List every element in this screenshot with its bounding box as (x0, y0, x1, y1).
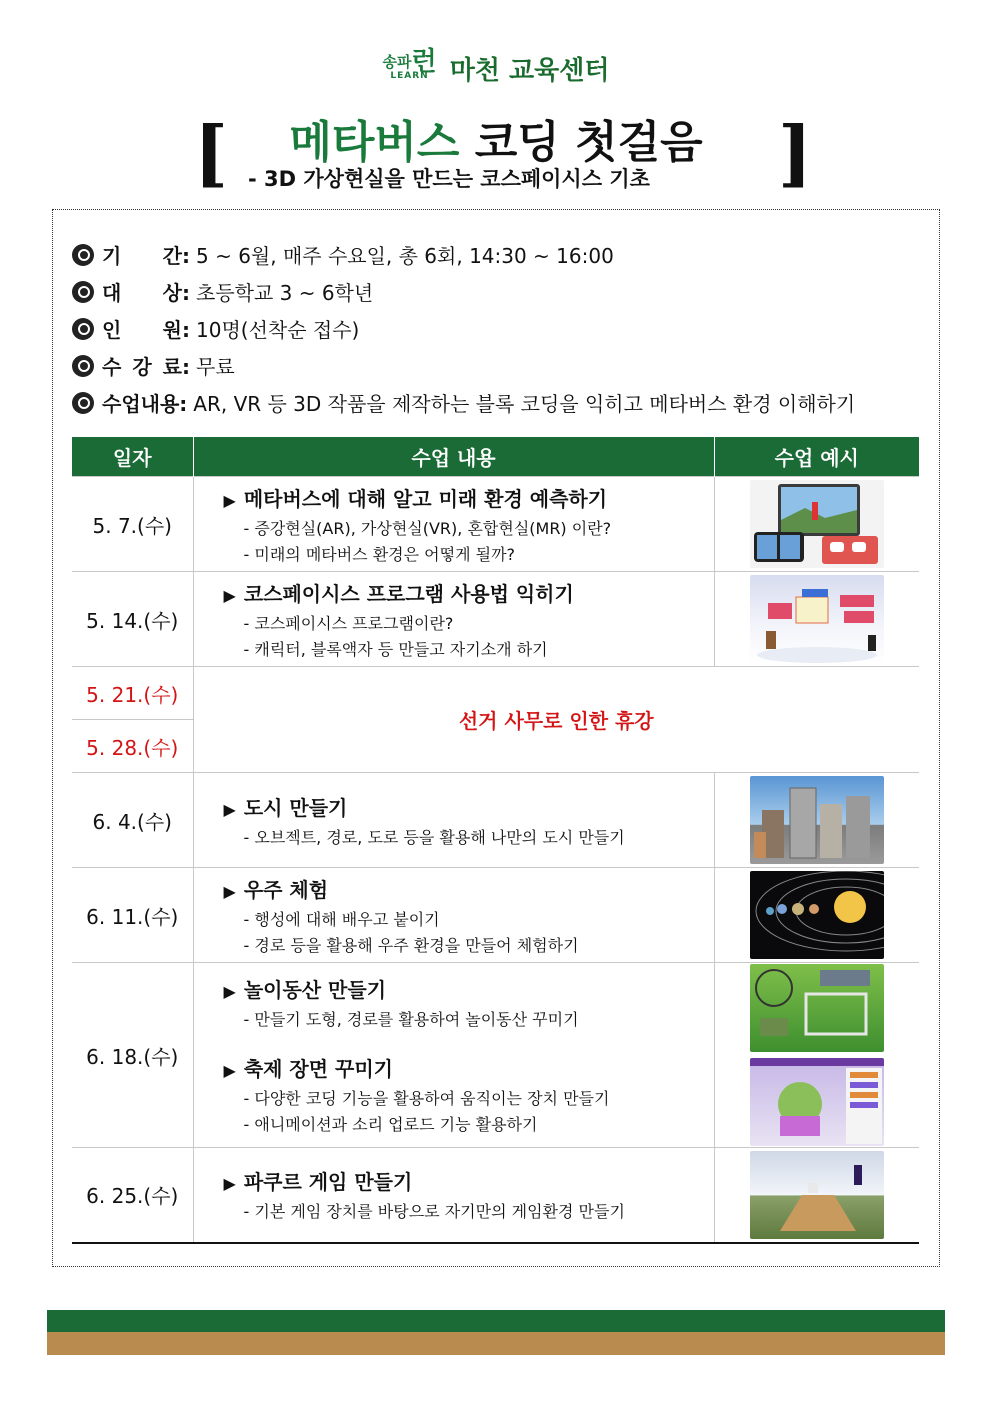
row-content (193, 1148, 714, 1243)
bullet-icon (72, 392, 94, 414)
row-content (193, 963, 714, 1148)
title-green: 메타버스 (289, 117, 460, 168)
row-content (193, 572, 714, 667)
table-row (72, 477, 919, 572)
header-example: 수업 예시 (714, 437, 919, 477)
row-example (714, 963, 919, 1148)
info-row-content (72, 384, 855, 421)
info-label: 수 강 료: (102, 355, 190, 379)
row-content (193, 773, 714, 868)
item-title: ▶ 우주 체험 (223, 877, 329, 902)
row-date: 5. 28.(수) (72, 720, 193, 773)
info-value: 5 ~ 6월, 매주 수요일, 총 6회, 14:30 ~ 16:00 (196, 244, 614, 268)
row-example (714, 868, 919, 963)
bracket-right: ] (778, 110, 813, 195)
info-label: 수업내용: (102, 392, 188, 416)
bullet-icon (72, 318, 94, 340)
footer-band-green (47, 1310, 945, 1332)
info-value: AR, VR 등 3D 작품을 제작하는 블록 코딩을 익히고 메타버스 환경 이해하기 (193, 392, 856, 416)
row-date: 6. 18.(수) (72, 963, 193, 1148)
header-content: 수업 내용 (193, 437, 714, 477)
logo (0, 46, 992, 87)
item-sub: - 만들기 도형, 경로를 활용하여 놀이동산 꾸미기 (243, 1010, 579, 1029)
arrow-icon: ▶ (223, 881, 236, 901)
arrow-icon: ▶ (223, 490, 236, 510)
arrow-icon: ▶ (223, 982, 236, 1001)
footer-band-brown (47, 1332, 945, 1355)
table-row (72, 667, 919, 720)
item-title: ▶ 도시 만들기 (223, 795, 348, 820)
parkour-game-image (750, 1151, 884, 1239)
table-row (72, 1148, 919, 1243)
table-row (72, 572, 919, 667)
cospaces-gallery-image (750, 575, 884, 663)
item-sub: - 캐릭터, 블록액자 등 만들고 자기소개 하기 (243, 639, 548, 659)
bullet-icon (72, 281, 94, 303)
page-subtitle: - 3D 가상현실을 만드는 코스페이시스 기초 (248, 167, 650, 191)
arrow-icon: ▶ (223, 1061, 236, 1080)
item-title: ▶ 코스페이시스 프로그램 사용법 익히기 (223, 581, 574, 606)
item-sub: - 다양한 코딩 기능을 활용하여 움직이는 장치 만들기 (243, 1089, 610, 1108)
item-sub: - 경로 등을 활용해 우주 환경을 만들어 체험하기 (243, 935, 579, 955)
logo-mark: 송파런 LEARN (382, 46, 437, 81)
row-date: 6. 4.(수) (72, 773, 193, 868)
item-sub: - 행성에 대해 배우고 붙이기 (243, 909, 440, 929)
item-title: ▶ 놀이동산 만들기 (223, 978, 387, 1002)
row-example (714, 1148, 919, 1243)
item-sub: - 코스페이시스 프로그램이란? (243, 613, 454, 633)
theme-park-image (750, 964, 884, 1052)
item-title: ▶ 파쿠르 게임 만들기 (223, 1170, 413, 1195)
solar-system-image (750, 871, 884, 959)
info-value: 10명(선착순 접수) (196, 318, 360, 342)
item-sub: - 미래의 메타버스 환경은 어떻게 될까? (243, 544, 516, 564)
bracket-left: [ (194, 110, 229, 195)
table-row (72, 868, 919, 963)
city-image (750, 776, 884, 864)
row-date: 5. 7.(수) (72, 477, 193, 572)
bullet-icon (72, 355, 94, 377)
schedule-table (72, 437, 919, 1244)
header-date: 일자 (72, 437, 193, 477)
festival-scene-image (750, 1058, 884, 1146)
item-sub: - 기본 게임 장치를 바탕으로 자기만의 게임환경 만들기 (243, 1202, 625, 1222)
table-row (72, 773, 919, 868)
info-label: 대 상: (102, 281, 190, 305)
row-date: 5. 14.(수) (72, 572, 193, 667)
info-row-period (72, 236, 855, 273)
info-label: 인 원: (102, 318, 190, 342)
table-header-row (72, 437, 919, 477)
holiday-notice: 선거 사무로 인한 휴강 (193, 667, 919, 773)
info-row-target (72, 273, 855, 310)
item-title: ▶ 축제 장면 꾸미기 (223, 1057, 393, 1081)
title-block (0, 110, 992, 198)
arrow-icon: ▶ (223, 799, 236, 819)
item-sub: - 애니메이션과 소리 업로드 기능 활용하기 (243, 1115, 538, 1134)
row-example (714, 773, 919, 868)
info-row-capacity (72, 310, 855, 347)
row-content (193, 868, 714, 963)
row-example (714, 477, 919, 572)
table-row (72, 963, 919, 1148)
row-date: 5. 21.(수) (72, 667, 193, 720)
row-example (714, 572, 919, 667)
info-label: 기 간: (102, 244, 190, 268)
info-value: 무료 (196, 355, 235, 379)
arrow-icon: ▶ (223, 585, 236, 605)
vr-devices-image (750, 480, 884, 568)
item-sub: - 오브젝트, 경로, 도로 등을 활용해 나만의 도시 만들기 (243, 827, 625, 847)
center-name: 마천 교육센터 (449, 56, 610, 86)
title-black: 코딩 첫걸음 (474, 117, 703, 168)
item-title: ▶ 메타버스에 대해 알고 미래 환경 예측하기 (223, 486, 608, 511)
bullet-icon (72, 244, 94, 266)
row-content (193, 477, 714, 572)
info-row-fee (72, 347, 855, 384)
arrow-icon: ▶ (223, 1174, 236, 1194)
info-list (72, 236, 855, 421)
page-title (0, 118, 992, 168)
row-date: 6. 11.(수) (72, 868, 193, 963)
item-sub: - 증강현실(AR), 가상현실(VR), 혼합현실(MR) 이란? (243, 518, 612, 538)
row-date: 6. 25.(수) (72, 1148, 193, 1243)
info-value: 초등학교 3 ~ 6학년 (196, 281, 374, 305)
